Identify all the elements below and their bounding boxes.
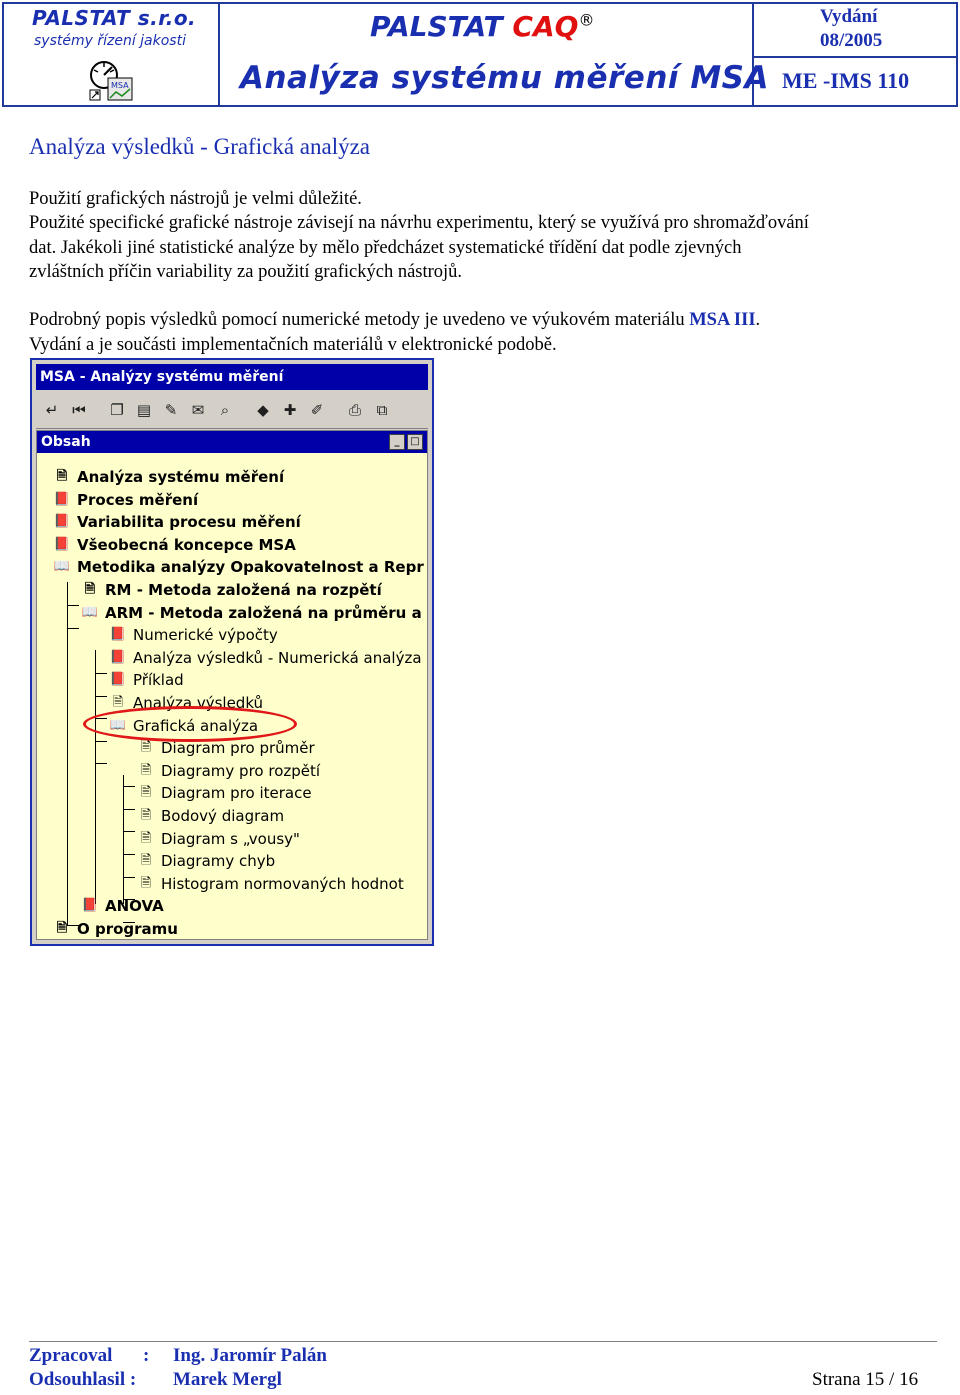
tree-item: [53, 512, 301, 532]
back-icon: ↵: [45, 401, 59, 419]
footer-divider: [29, 1341, 937, 1342]
document-icon: 🗎: [56, 469, 68, 484]
msa-iii-reference: MSA III: [689, 310, 756, 330]
tree-item: [53, 490, 198, 510]
open-book-icon: 📖: [81, 604, 99, 620]
tree-item-label: O programu: [77, 920, 178, 938]
minimize-icon: _: [389, 434, 405, 450]
section-title: Analýza výsledků - Grafická analýza: [29, 134, 371, 159]
tree-item: [137, 806, 284, 826]
product-name: PALSTAT CAQ®: [370, 10, 595, 43]
book-edit-icon: ✐: [310, 401, 324, 419]
toolbar: [36, 392, 428, 429]
document-icon: 🗎: [140, 875, 152, 891]
document-icon: 🗎: [140, 785, 152, 801]
company-name: PALSTAT s.r.o.: [32, 6, 197, 30]
edition-label: Vydání: [820, 6, 878, 27]
tree-item-label: Příklad: [133, 671, 184, 690]
tree-item-label: Diagramy pro rozpětí: [161, 761, 321, 780]
edition-date: 08/2005: [820, 30, 883, 51]
tree-item-label: RM - Metoda založená na rozpětí: [105, 581, 382, 599]
graphic-analysis-highlight: [83, 706, 297, 742]
maximize-icon: □: [407, 434, 423, 450]
paragraph-1-line-2: Použité specifické grafické nástroje závisejí na návrhu experimentu, který se využívá pro shromažďování: [29, 213, 809, 233]
company-tagline: systémy řízení jakosti: [34, 33, 186, 49]
book-icon: 📕: [81, 898, 99, 914]
tree-item: [81, 896, 164, 916]
tree-item-label: Bodový diagram: [161, 807, 285, 825]
tree-item-label: Diagram s „vousy": [161, 829, 300, 848]
open-book-icon: 📖: [109, 717, 127, 733]
book-icon: 📕: [53, 491, 71, 507]
tree-item: [137, 783, 312, 803]
page-icon: ▤: [136, 401, 152, 419]
svg-text:MSA: MSA: [111, 81, 129, 90]
search-icon: ⌕: [220, 401, 230, 419]
paragraph-2-line-2: Vydání a je součásti implementačních materiálů v elektronické podobě.: [29, 335, 557, 355]
contents-pane-title: Obsah _ □: [37, 431, 427, 453]
book-icon: 📕: [109, 627, 127, 643]
tree-item-label: Metodika analýzy Opakovatelnost a Repr: [77, 558, 424, 577]
document-icon: 🗎: [140, 830, 152, 846]
tree-item-label: Proces měření: [77, 490, 199, 509]
tree-item-label: Histogram normovaných hodnot: [161, 874, 404, 893]
paragraph-1-line-1: Použití grafických nástrojů je velmi důležité.: [29, 189, 362, 209]
tree-item-label: Všeobecná koncepce MSA: [77, 535, 296, 554]
print-icon: ⎙: [348, 401, 361, 419]
tree-item-label: Numerické výpočty: [133, 626, 278, 645]
book-icon: 📕: [109, 649, 127, 665]
approved-label: Odsouhlasil :: [29, 1369, 137, 1390]
tree-item: [53, 535, 296, 555]
approved-name: Marek Mergl: [173, 1369, 282, 1390]
document-icon: 🗎: [56, 921, 68, 936]
tree-item-label: Diagram pro průměr: [161, 739, 315, 758]
msa-app-screenshot: [30, 358, 434, 946]
document-icon: 🗎: [140, 853, 152, 869]
tree-item-label: Diagramy chyb: [161, 852, 276, 871]
copy-icon: ⧉: [376, 401, 388, 419]
note-icon: ✉: [191, 401, 205, 419]
tree-item: [137, 874, 404, 894]
document-icon: 🗎: [140, 808, 152, 823]
tree-item-label: Diagram pro iterace: [161, 784, 312, 803]
tree-item: [137, 761, 320, 781]
copy-pages-icon: ❐: [110, 401, 124, 419]
document-code: ME -IMS 110: [782, 68, 910, 93]
msa-logo-icon: [86, 58, 134, 104]
book-icon: 📕: [53, 514, 71, 530]
contents-tree: [37, 457, 427, 939]
tree-item-label: Analýza výsledků - Numerická analýza: [133, 648, 422, 667]
tree-item: [53, 557, 424, 577]
paragraph-2-line-1: Podrobný popis výsledků pomocí numerické metody je uvedeno ve výukovém materiálu MSA III.: [29, 310, 761, 330]
paragraph-1-line-3: dat. Jakékoli jiné statistické analýze by mělo předcházet systematické třídění dat podle zjevných: [29, 238, 742, 258]
book-icon: 📕: [109, 672, 127, 688]
prepared-label: Zpracoval: [29, 1345, 113, 1366]
tree-item-label: Variabilita procesu měření: [77, 513, 301, 532]
paragraph-1-line-4: zvláštních příčin variability za použití grafických nástrojů.: [29, 262, 463, 282]
open-book-icon: 📖: [53, 559, 71, 575]
document-icon: 🗎: [140, 762, 152, 778]
document-icon: 🗎: [140, 740, 152, 756]
tree-item-label: ARM - Metoda založená na průměru a: [105, 603, 422, 622]
tree-item: [53, 919, 178, 939]
tree-item: [109, 625, 278, 645]
page-number: Strana 15 / 16: [812, 1369, 919, 1390]
tree-item: [109, 670, 184, 690]
prepared-name: Ing. Jaromír Palán: [173, 1345, 327, 1366]
book-icon: 📕: [53, 536, 71, 552]
tree-item-label: Analýza výsledků: [133, 694, 264, 712]
document-title: Analýza systému měření MSA: [240, 60, 769, 96]
contents-pane: [36, 430, 428, 940]
bookmark-book-icon: ✎: [164, 401, 178, 419]
tree-item: [53, 467, 284, 487]
book-add-icon: ✚: [283, 401, 297, 419]
tree-item-label: Grafická analýza: [133, 716, 259, 735]
tree-item: [109, 648, 422, 668]
document-icon: 🗎: [112, 695, 124, 710]
first-page-icon: ⏮: [72, 401, 86, 419]
tree-item: [137, 851, 275, 871]
window-title: MSA - Analýzy systému měření: [36, 364, 428, 390]
prepared-separator: :: [143, 1345, 150, 1366]
book-red-icon: ◆: [257, 401, 269, 419]
tree-item: [81, 603, 422, 623]
tree-item-label: Analýza systému měření: [77, 468, 285, 486]
document-icon: 🗎: [84, 582, 96, 597]
tree-item-label: ANOVA: [105, 897, 164, 916]
tree-item: [137, 829, 300, 849]
tree-item: [81, 580, 382, 600]
